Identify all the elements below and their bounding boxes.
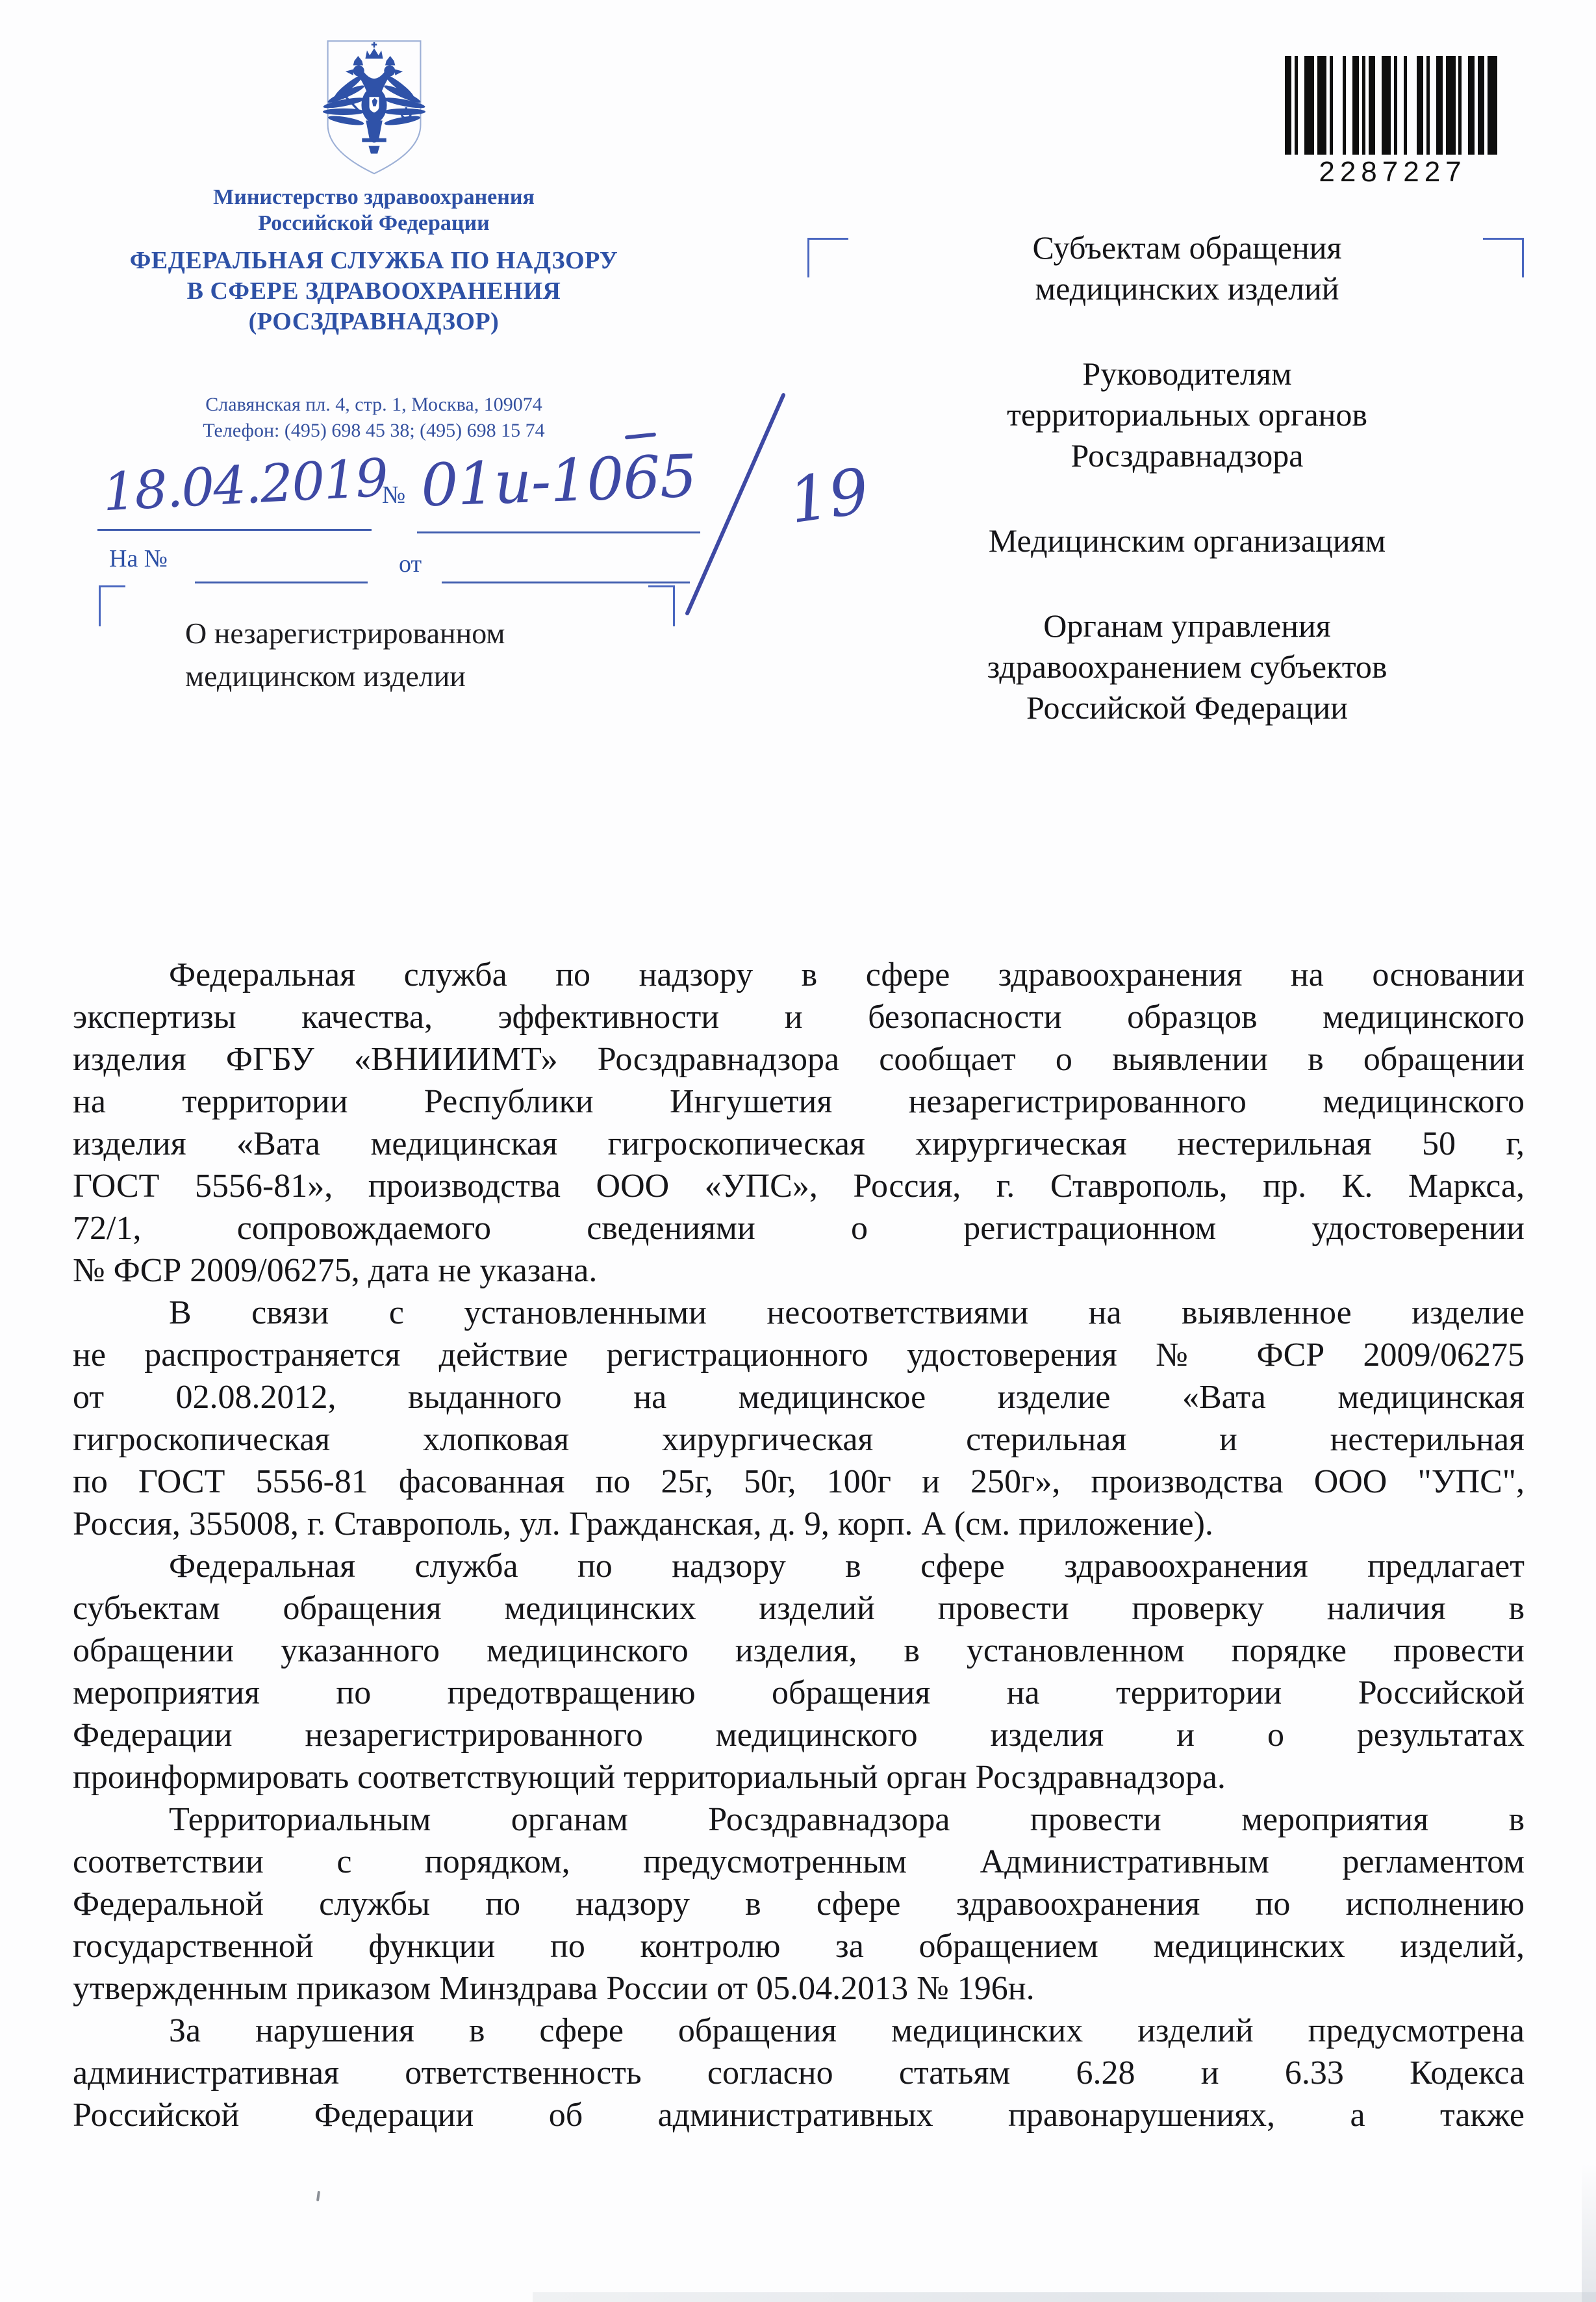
recipient-line: здравоохранением субъектов	[987, 648, 1387, 685]
reply-from-label: от	[399, 550, 422, 578]
body-line: Территориальным органам Росздравнадзора провести мероприятия в	[169, 1801, 1525, 1838]
recipient-line: медицинских изделий	[1035, 270, 1339, 307]
reply-to-number-label: На №	[109, 545, 168, 572]
body-line: Федеральной службы по надзору в сфере здравоохранения по исполнению	[73, 1886, 1525, 1923]
recipient-line: Органам управления	[1043, 607, 1331, 644]
reply-number-underline	[195, 582, 368, 583]
body-line: За нарушения в сфере обращения медицинских изделий предусмотрена	[169, 2012, 1525, 2049]
recipient-line: Российской Федерации	[1026, 689, 1349, 726]
subject-corner-mark-left	[99, 585, 125, 626]
paragraph-4	[73, 1798, 1525, 2010]
date-underline	[97, 529, 372, 531]
body-line: № ФСР 2009/06275, дата не указана.	[73, 1252, 598, 1289]
contact-block	[77, 392, 671, 444]
recipient-group	[841, 606, 1533, 728]
scan-artifact-right-shade	[1582, 2164, 1596, 2302]
service-line-2: В СФЕРЕ ЗДРАВООХРАНЕНИЯ	[186, 277, 561, 305]
body-line: на территории Республики Ингушетия незарегистрированного медицинского	[73, 1083, 1525, 1120]
service-name	[77, 246, 671, 337]
body-line: изделия ФГБУ «ВНИИИМТ» Росздравнадзора сообщает о выявлении в обращении	[73, 1041, 1525, 1078]
body-line: ГОСТ 5556-81», производства ООО «УПС», Россия, г. Ставрополь, пр. К. Маркса,	[73, 1168, 1525, 1205]
service-line-3: (РОСЗДРАВНАДЗОР)	[248, 308, 500, 335]
recipient-group	[841, 353, 1533, 476]
body-line: Федеральная служба по надзору в сфере здравоохранения предлагает	[169, 1548, 1525, 1585]
ministry-line-2: Российской Федерации	[258, 211, 490, 235]
paragraph-1	[73, 954, 1525, 1292]
recipient-group	[841, 520, 1533, 561]
body-line: мероприятия по предотвращению обращения на территории Российской	[73, 1674, 1525, 1711]
recipient-group	[841, 227, 1533, 309]
body-line: изделия «Вата медицинская гигроскопическая хирургическая нестерильная 50 г,	[73, 1125, 1525, 1162]
service-line-1: ФЕДЕРАЛЬНАЯ СЛУЖБА ПО НАДЗОРУ	[129, 247, 618, 274]
paragraph-5	[73, 2010, 1525, 2136]
scan-artifact-speck	[316, 2191, 320, 2201]
body-line: соответствии с порядком, предусмотренным Административным регламентом	[73, 1843, 1525, 1880]
subject-block	[185, 612, 505, 698]
handwritten-date: 18.04.2019	[101, 447, 389, 523]
barcode-bars	[1285, 56, 1501, 155]
phone-numbers: Телефон: (495) 698 45 38; (495) 698 15 74	[203, 420, 545, 441]
handwritten-suffix-19: 19	[784, 454, 874, 538]
letterhead	[77, 38, 671, 444]
russian-coat-of-arms-icon	[319, 38, 429, 178]
paragraph-3	[73, 1545, 1525, 1798]
recipients-block	[841, 227, 1533, 773]
body-line: административная ответственность согласно статьям 6.28 и 6.33 Кодекса	[73, 2054, 1525, 2091]
recipient-line: Росздравнадзора	[1070, 437, 1304, 474]
body-line: Федеральная служба по надзору в сфере здравоохранения на основании	[169, 956, 1525, 993]
recipient-line: Субъектам обращения	[1032, 229, 1342, 266]
body-line: государственной функции по контролю за обращением медицинских изделий,	[73, 1928, 1525, 1965]
body-line: Российской Федерации об административных правонарушениях, а также	[73, 2097, 1525, 2134]
registration-barcode	[1285, 56, 1501, 188]
subject-line-1: О незарегистрированном	[185, 617, 505, 650]
body-line: утвержденным приказом Минздрава России от 05.04.2013 № 196н.	[73, 1970, 1035, 2007]
body-line: Федерации незарегистрированного медицинского изделия и о результатах	[73, 1717, 1525, 1754]
handwritten-outgoing-number: 01и-1065	[420, 442, 698, 520]
body-line: В связи с установленными несоответствиями на выявленное изделие	[169, 1294, 1525, 1331]
recipient-line: Руководителям	[1082, 355, 1292, 392]
number-sign-label: №	[382, 481, 406, 509]
recipient-line: территориальных органов	[1006, 396, 1368, 433]
body-line: обращении указанного медицинского изделия, в установленном порядке провести	[73, 1632, 1525, 1669]
subject-line-2: медицинском изделии	[185, 659, 466, 693]
body-line: по ГОСТ 5556-81 фасованная по 25г, 50г, 100г и 250г», производства ООО "УПС",	[73, 1463, 1525, 1500]
ministry-line-1: Министерство здравоохранения	[213, 185, 535, 209]
number-underline	[417, 531, 700, 533]
recipient-line: Медицинским организациям	[988, 522, 1386, 559]
postal-address: Славянская пл. 4, стр. 1, Москва, 109074	[205, 394, 542, 415]
scan-artifact-bottom-strip	[533, 2292, 1596, 2302]
body-line: экспертизы качества, эффективности и безопасности образцов медицинского	[73, 999, 1525, 1036]
subject-corner-mark-right	[648, 585, 675, 626]
body-line: субъектам обращения медицинских изделий провести проверку наличия в	[73, 1590, 1525, 1627]
letter-body	[73, 954, 1525, 2136]
body-line: от 02.08.2012, выданного на медицинское изделие «Вата медицинская	[73, 1379, 1525, 1416]
body-line: проинформировать соответствующий территориальный орган Росздравнадзора.	[73, 1759, 1226, 1796]
ministry-name	[77, 185, 671, 237]
reply-date-underline	[442, 582, 690, 583]
barcode-number: 2287227	[1319, 156, 1467, 188]
paragraph-2	[73, 1292, 1525, 1545]
body-line: Россия, 355008, г. Ставрополь, ул. Гражданская, д. 9, корп. А (см. приложение).	[73, 1505, 1213, 1542]
body-line: не распространяется действие регистрационного удостоверения № ФСР 2009/06275	[73, 1336, 1525, 1374]
body-line: гигроскопическая хлопковая хирургическая стерильная и нестерильная	[73, 1421, 1525, 1458]
body-line: 72/1, сопровождаемого сведениями о регистрационном удостоверении	[73, 1210, 1525, 1247]
